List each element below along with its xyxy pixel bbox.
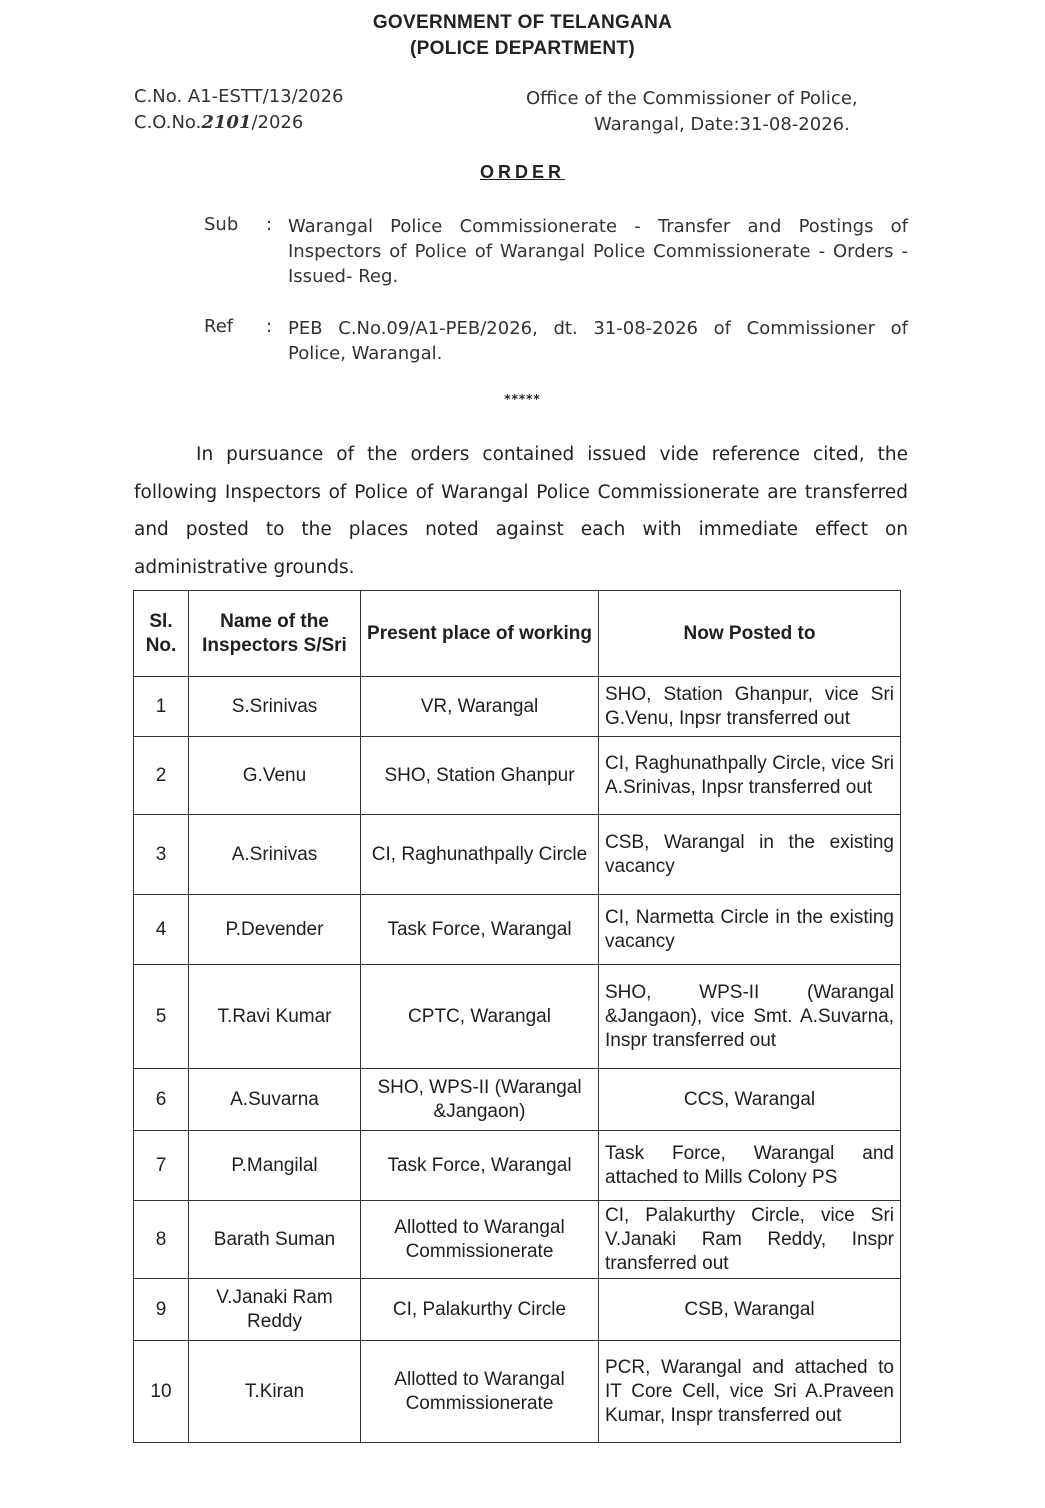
posted-cell: CSB, Warangal in the existing vacancy	[599, 815, 901, 895]
posted-cell: CI, Narmetta Circle in the existing vacancy	[599, 895, 901, 965]
present-cell: VR, Warangal	[361, 677, 599, 737]
sl-cell: 6	[134, 1069, 189, 1131]
posted-cell: CCS, Warangal	[599, 1069, 901, 1131]
name-cell: A.Suvarna	[189, 1069, 361, 1131]
table-row	[134, 965, 901, 1069]
government-heading: GOVERNMENT OF TELANGANA	[372, 12, 673, 33]
table-row	[134, 1201, 901, 1279]
sl-cell: 5	[134, 965, 189, 1069]
header-posted: Now Posted to	[599, 591, 901, 677]
name-cell: P.Mangilal	[189, 1131, 361, 1201]
body-paragraph: In pursuance of the orders contained issued vide reference cited, the following Inspectors of Police of Warangal Police Commissionerate are transferred and posted to the places noted against each with immediate effect on administrative grounds.	[134, 444, 908, 578]
present-cell: Allotted to Warangal Commissionerate	[361, 1201, 599, 1279]
present-cell: CI, Raghunathpally Circle	[361, 815, 599, 895]
table-row	[134, 1279, 901, 1341]
sl-cell: 10	[134, 1341, 189, 1443]
co-no-suffix: /2026	[251, 112, 304, 133]
posted-cell: CI, Raghunathpally Circle, vice Sri A.Srinivas, Inpsr transferred out	[599, 737, 901, 815]
sl-cell: 8	[134, 1201, 189, 1279]
subject-colon: :	[266, 214, 273, 235]
table-row	[134, 677, 901, 737]
co-no	[134, 112, 303, 133]
present-cell: Task Force, Warangal	[361, 1131, 599, 1201]
table-row	[134, 1131, 901, 1201]
department-heading: (POLICE DEPARTMENT)	[410, 38, 635, 59]
name-cell: P.Devender	[189, 895, 361, 965]
posted-cell: Task Force, Warangal and attached to Mills Colony PS	[599, 1131, 901, 1201]
present-cell: Task Force, Warangal	[361, 895, 599, 965]
order-title: ORDER	[479, 162, 565, 182]
name-cell: T.Ravi Kumar	[189, 965, 361, 1069]
table-row	[134, 1069, 901, 1131]
name-cell: G.Venu	[189, 737, 361, 815]
separator-stars: *****	[504, 392, 541, 406]
posted-cell: CI, Palakurthy Circle, vice Sri V.Janaki Ram Reddy, Inspr transferred out	[599, 1201, 901, 1279]
table-row	[134, 737, 901, 815]
posted-cell: SHO, WPS-II (Warangal &Jangaon), vice Smt. A.Suvarna, Inspr transferred out	[599, 965, 901, 1069]
subject-text: Warangal Police Commissionerate - Transfer and Postings of Inspectors of Police of Warangal Police Commissionerate - Orders -Issued- Reg.	[288, 216, 908, 287]
sl-cell: 1	[134, 677, 189, 737]
reference-text: PEB C.No.09/A1-PEB/2026, dt. 31-08-2026 of Commissioner of Police, Warangal.	[288, 318, 908, 364]
reference-colon: :	[266, 316, 273, 337]
sl-cell: 3	[134, 815, 189, 895]
present-cell: SHO, WPS-II (Warangal &Jangaon)	[361, 1069, 599, 1131]
name-cell: Barath Suman	[189, 1201, 361, 1279]
reference-label: Ref	[204, 316, 234, 337]
header-sl-no: Sl. No.	[134, 591, 189, 677]
table-row	[134, 895, 901, 965]
posted-cell: SHO, Station Ghanpur, vice Sri G.Venu, Inpsr transferred out	[599, 677, 901, 737]
sl-cell: 7	[134, 1131, 189, 1201]
name-cell: A.Srinivas	[189, 815, 361, 895]
name-cell: V.Janaki Ram Reddy	[189, 1279, 361, 1341]
name-cell: T.Kiran	[189, 1341, 361, 1443]
transfer-table	[133, 590, 901, 1443]
present-cell: CPTC, Warangal	[361, 965, 599, 1069]
co-no-handwritten: 2101	[201, 112, 252, 133]
name-cell: S.Srinivas	[189, 677, 361, 737]
table-row	[134, 815, 901, 895]
sl-cell: 4	[134, 895, 189, 965]
subject-label: Sub	[204, 214, 239, 235]
sl-cell: 9	[134, 1279, 189, 1341]
present-cell: SHO, Station Ghanpur	[361, 737, 599, 815]
table-row	[134, 1341, 901, 1443]
posted-cell: PCR, Warangal and attached to IT Core Cell, vice Sri A.Praveen Kumar, Inspr transferred out	[599, 1341, 901, 1443]
table-header-row	[134, 591, 901, 677]
present-cell: Allotted to Warangal Commissionerate	[361, 1341, 599, 1443]
office-line: Office of the Commissioner of Police,	[526, 88, 858, 109]
present-cell: CI, Palakurthy Circle	[361, 1279, 599, 1341]
c-no: C.No. A1-ESTT/13/2026	[134, 86, 344, 107]
posted-cell: CSB, Warangal	[599, 1279, 901, 1341]
header-present: Present place of working	[361, 591, 599, 677]
place-date-line: Warangal, Date:31-08-2026.	[594, 114, 850, 135]
co-no-prefix: C.O.No.	[134, 112, 202, 133]
sl-cell: 2	[134, 737, 189, 815]
header-name: Name of the Inspectors S/Sri	[189, 591, 361, 677]
